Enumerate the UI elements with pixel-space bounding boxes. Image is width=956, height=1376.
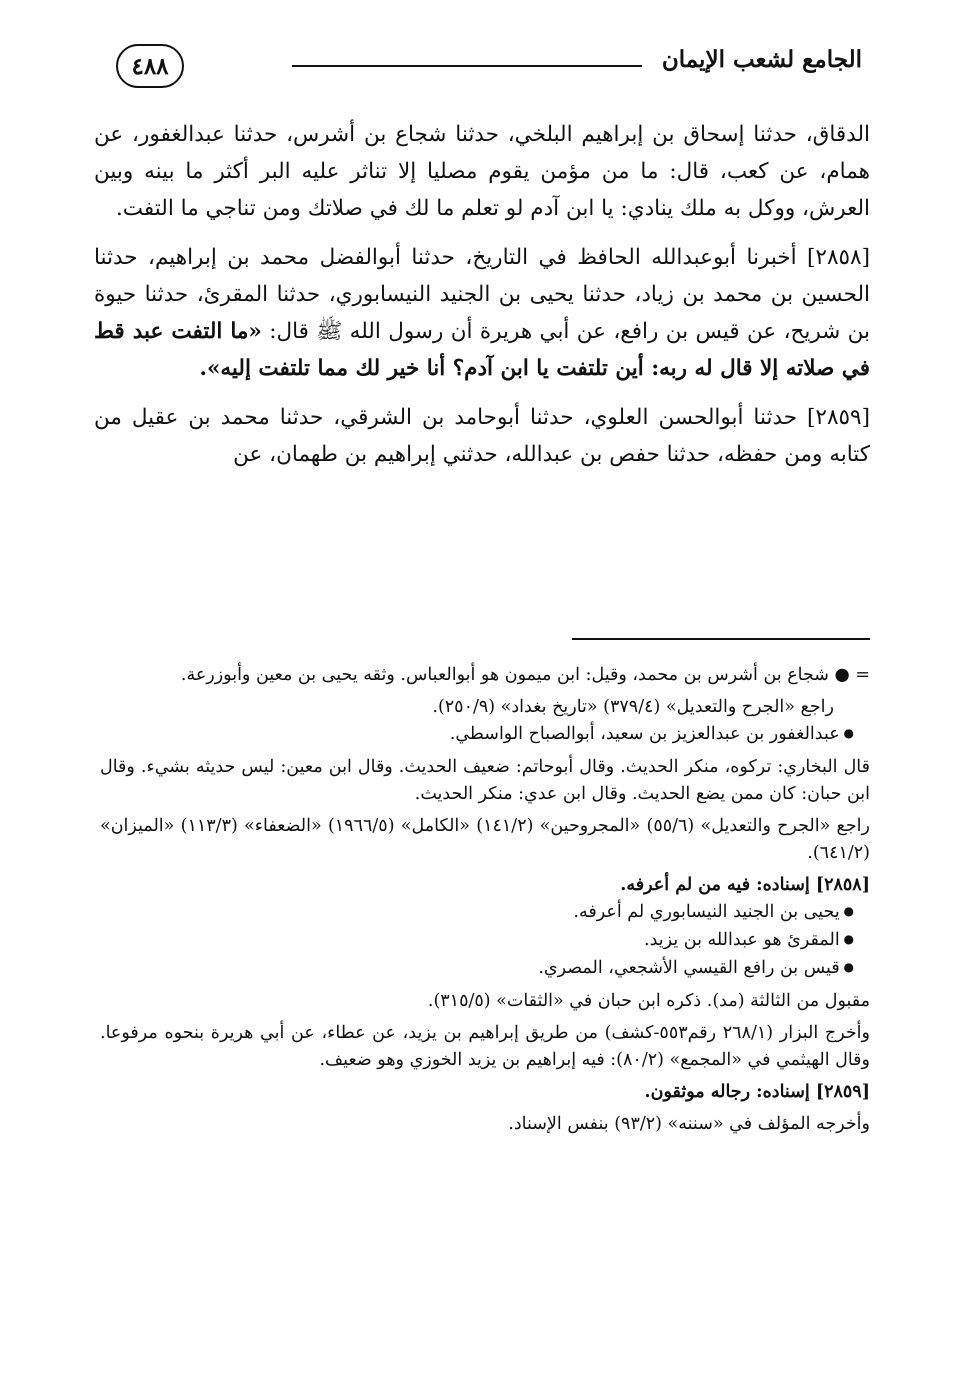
book-title: الجامع لشعب الإيمان xyxy=(661,46,862,73)
footnote-narrator-abdulghafur: ● عبدالغفور بن عبدالعزيز بن سعيد، أبوالصباح الواسطي. xyxy=(100,721,870,749)
footnote-grading: مقبول من الثالثة (مد). ذكره ابن حبان في «الثقات» (٣١٥/٥). xyxy=(427,991,870,1011)
footnote-takhrij: وأخرجه المؤلف في «سننه» (٩٣/٢) بنفس الإسناد. xyxy=(508,1114,870,1134)
paragraph-continued: الدقاق، حدثنا إسحاق بن إبراهيم البلخي، حدثنا شجاع بن أشرس، حدثنا عبدالغفور، عن همام، عن كعب، قال: ما من مؤمن يقوم مصليا إلا تناثر عليه البر أكثر ما بينه وبين العرش، ووكل به ملك ينادي: يا ابن آدم لو تعلم ما لك في صلاتك ومن تناجي ما التفت. xyxy=(94,122,870,221)
isnad-text: أخبرنا أبوعبدالله الحافظ في التاريخ، حدثنا أبوالفضل محمد بن إبراهيم، حدثنا الحسين بن محمد بن زياد، حدثنا يحيى بن الجنيد النيسابوري، حدثنا المقرئ، حدثنا حيوة بن شريح، عن قيس بن رافع، عن أبي هريرة أن رسول الله ﷺ قال: xyxy=(94,245,870,344)
footnotes xyxy=(100,662,870,1138)
footnote-narrator: ● قيس بن رافع القيسي الأشجعي، المصري. xyxy=(100,955,870,983)
footnote-reference: راجع «الجرح والتعديل» (٣٧٩/٤) «تاريخ بغداد» (٢٥٠/٩). xyxy=(432,697,834,717)
footnote-narrator: ● يحيى بن الجنيد النيسابوري لم أعرفه. xyxy=(100,899,870,927)
hadith-matn: «ما التفت عبد قط في صلاته إلا قال له ربه: أين تلتفت يا ابن آدم؟ أنا خير لك مما تلتفت إليه». xyxy=(94,319,870,381)
footnote-narrator-shuja: = ● شجاع بن أشرس بن محمد، وقيل: ابن ميمون هو أبوالعباس. وثقه يحيى بن معين وأبوزرعة. xyxy=(180,665,870,685)
hadith-2858 xyxy=(94,239,870,387)
footnote-separator xyxy=(94,638,870,640)
footnote-isnad-2858: [٢٨٥٨] إسناده: فيه من لم أعرفه. xyxy=(620,875,870,895)
footnote-takhrij: وأخرج البزار (٢٦٨/١ رقم٥٥٣-كشف) من طريق إبراهيم بن يزيد، عن عطاء، عن أبي هريرة بنحوه مرفوعا. وقال الهيثمي في «المجمع» (٨٠/٢): فيه إبراهيم بن يزيد الخوزي وهو ضعيف. xyxy=(100,1023,870,1070)
footnote-isnad-2859: [٢٨٥٩] إسناده: رجاله موثقون. xyxy=(644,1082,870,1102)
main-text xyxy=(94,116,870,485)
footnote-narrator: ● المقرئ هو عبدالله بن يزيد. xyxy=(100,927,870,955)
page-number: ٤٨٨ xyxy=(116,44,184,88)
hadith-number: [٢٨٥٩] xyxy=(807,405,870,430)
header-rule xyxy=(292,65,642,67)
separator-line xyxy=(572,638,870,640)
running-header xyxy=(94,38,874,94)
hadith-number: [٢٨٥٨] xyxy=(807,245,870,270)
hadith-2859 xyxy=(94,399,870,473)
footnote-reference: راجع «الجرح والتعديل» (٥٥/٦) «المجروحين» (١٤١/٢) «الكامل» (١٩٦٦/٥) «الضعفاء» (١١٣/٣) «الميزان» (٦٤١/٢). xyxy=(100,816,870,863)
footnote-criticism: قال البخاري: تركوه، منكر الحديث. وقال أبوحاتم: ضعيف الحديث. وقال ابن معين: ليس حديثه بشيء. وقال ابن حبان: كان ممن يضع الحديث. وقال ابن عدي: منكر الحديث. xyxy=(100,757,870,804)
isnad-text: حدثنا أبوالحسن العلوي، حدثنا أبوحامد بن الشرقي، حدثنا محمد بن عقيل من كتابه ومن حفظه، حدثنا حفص بن عبدالله، حدثني إبراهيم بن طهمان، عن xyxy=(94,405,870,467)
